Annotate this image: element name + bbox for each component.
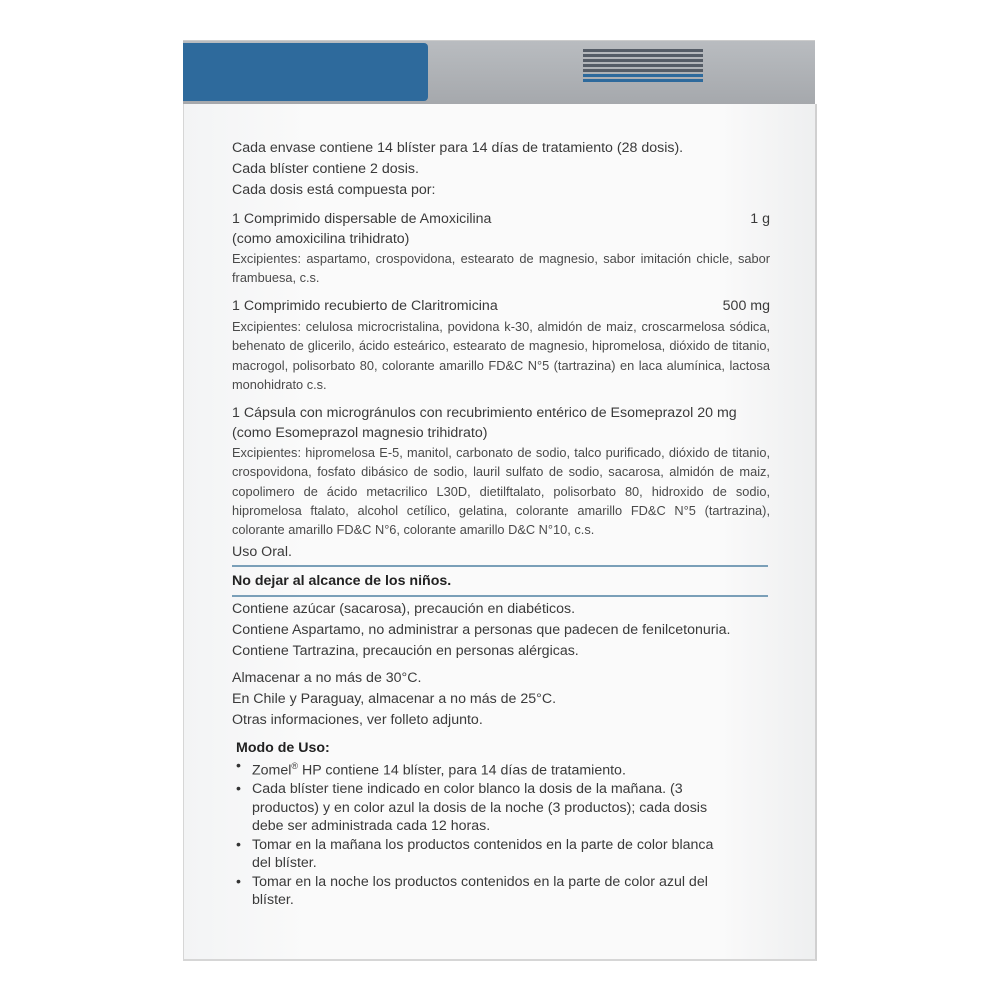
amoxicillin-name: 1 Comprimido dispersable de Amoxicilina — [232, 211, 492, 227]
usage-list — [232, 757, 732, 910]
clarithromycin-row — [232, 296, 770, 317]
contains-line: Contiene Tartrazina, precaución en personas alérgicas. — [232, 643, 579, 659]
intro-line: Cada envase contiene 14 blíster para 14 días de tratamiento (28 dosis). — [232, 140, 684, 156]
brand-logo-side — [583, 49, 703, 89]
usage-item-text: HP contiene 14 blíster, para 14 días de tratamiento. — [298, 762, 626, 779]
usage-item: • Cada blíster tiene indicado en color blanco la dosis de la mañana. (3 productos) y en color azul la dosis de la noche (3 productos); cada dosis debe ser administrada cada 12 horas. — [232, 780, 732, 836]
amoxicillin-row — [232, 209, 770, 230]
box-top-blue-panel — [183, 43, 428, 101]
clarithromycin-excipients: Excipientes: celulosa microcristalina, povidona k-30, almidón de maiz, croscarmelosa sódica, behenato de glicerilo, ácido esteárico, estearato de magnesio, hipromelosa, dióxido de titanio, macrogol, polisorbato 80, colorante amarillo FD&C N°5 (tartrazina) en laca alumínica, lactosa monohidrato c.s. — [232, 319, 770, 392]
route: Uso Oral. — [232, 544, 292, 560]
intro-line: Cada blíster contiene 2 dosis. — [232, 161, 419, 177]
registered-mark: ® — [291, 761, 299, 771]
esomeprazole-excipients: Excipientes: hipromelosa E-5, manitol, carbonato de sodio, talco purificado, dióxido de titanio, crospovidona, fosfato dibásico de sodio, lauril sulfato de sodio, sacarosa, almidón de maiz, copolimero de ácido metacrilico L30D, dietilftalato, polisorbato 80, hidroxido de sodio, hipromelosa ftalato, alcohol cetílico, gelatina, colorante amarillo FD&C N°5 (tartrazina), colorante amarillo FD&C N°6, colorante amarillo D&C N°10, c.s. — [232, 445, 770, 538]
usage-item — [232, 757, 732, 780]
usage-title: Modo de Uso: — [236, 740, 330, 756]
storage-line: Otras informaciones, ver folleto adjunto. — [232, 712, 483, 728]
child-warning: No dejar al alcance de los niños. — [232, 573, 452, 589]
storage-line: En Chile y Paraguay, almacenar a no más de 25°C. — [232, 691, 557, 707]
contains-line: Contiene azúcar (sacarosa), precaución en diabéticos. — [232, 601, 576, 617]
usage-item: • Tomar en la noche los productos contenidos en la parte de color azul del blíster. — [232, 873, 732, 910]
contains-line: Contiene Aspartamo, no administrar a personas que padecen de fenilcetonuria. — [232, 622, 731, 638]
storage-line: Almacenar a no más de 30°C. — [232, 670, 422, 686]
amoxicillin-sub: (como amoxicilina trihidrato) — [232, 231, 410, 247]
box-top-face — [183, 40, 815, 105]
usage-item: • Tomar en la mañana los productos contenidos en la parte de color blanca del blíster. — [232, 836, 732, 873]
clarithromycin-dose: 500 mg — [722, 298, 770, 314]
clarithromycin-name: 1 Comprimido recubierto de Claritromicina — [232, 298, 498, 314]
amoxicillin-excipients: Excipientes: aspartamo, crospovidona, estearato de magnesio, sabor imitación chicle, sabor frambuesa, c.s. — [232, 251, 770, 286]
brand-name: Zomel — [252, 762, 292, 779]
amoxicillin-dose: 1 g — [750, 211, 770, 227]
divider — [232, 595, 768, 597]
esomeprazole-name: 1 Cápsula con microgránulos con recubrimiento entérico de Esomeprazol 20 mg — [232, 405, 737, 421]
esomeprazole-sub: (como Esomeprazol magnesio trihidrato) — [232, 425, 488, 441]
intro-line: Cada dosis está compuesta por: — [232, 182, 436, 198]
divider — [232, 565, 768, 567]
